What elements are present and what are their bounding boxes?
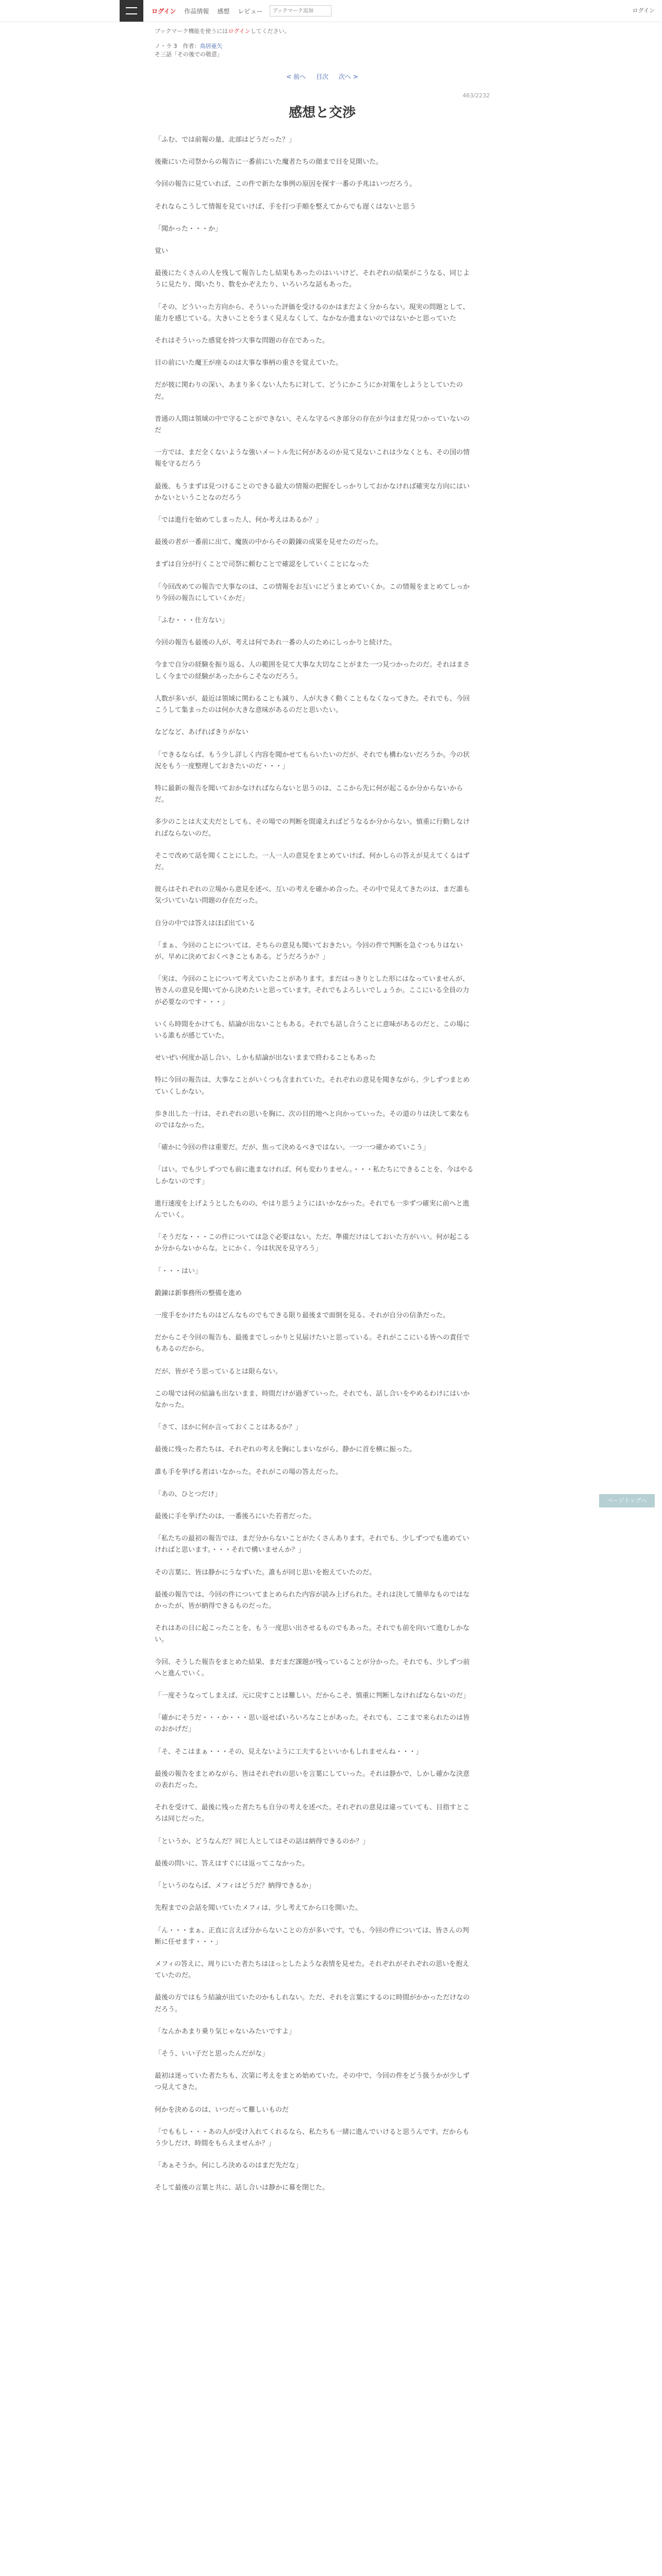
paragraph: 一度手をかけたものはどんなものでもできる限り最後まで面倒を見る、それが自分の信条だった。 bbox=[155, 1312, 450, 1319]
nav-item-review[interactable]: レビュー bbox=[238, 7, 263, 15]
login-link[interactable]: ログイン bbox=[152, 7, 176, 15]
paragraph: 「実は、今回のことについて考えていたことがあります。まだはっきりとした形にはなっていませんが、皆さんの意見を聞いてから決めたいと思っています。それでもよろしいでしょうか。ここにいる全員の力が必要なのです・・・」 bbox=[155, 975, 469, 1006]
author-link[interactable]: 鳥居亜矢 bbox=[200, 43, 223, 49]
paragraph: 「というのならば、メフィはどうだ？納得できるか」 bbox=[155, 1882, 315, 1890]
paragraph: 「なんかあまり乗り気じゃないみたいですよ」 bbox=[155, 2027, 296, 2036]
notice-login-link[interactable]: ログイン bbox=[228, 28, 251, 35]
paragraph: 「確かにそうだ・・・か・・・思い返せばいろいろなことがあった。それでも、ここまで来られたのは皆のおかげだ」 bbox=[155, 1714, 470, 1734]
paragraph: 最後の報告をまとめながら、皆はそれぞれの思いを言葉にしていった。それは静かで、しかし確かな決意の表れだった。 bbox=[155, 1770, 470, 1790]
paragraph: 「聞かった・・・か」 bbox=[155, 225, 222, 233]
prev-chapter-link[interactable]: < 前へ bbox=[286, 73, 306, 80]
series-info bbox=[155, 42, 490, 59]
paragraph: 一方では、まだ全くないような強いメートル先に何があるのか見て見ないこれは少なくとも、その国の情報を守るだろう bbox=[155, 449, 470, 468]
chapter-pager bbox=[155, 72, 490, 81]
nav-menu bbox=[147, 5, 332, 16]
paragraph: それならこうして情報を見ていけば、手を打つ手順を整えてからでも遅くはないと思う bbox=[155, 202, 416, 211]
paragraph: 最後の問いに、答えはすぐには返ってこなかった。 bbox=[155, 1859, 309, 1868]
paragraph: 「できるならば、もう少し詳しく内容を聞かせてもらいたいのだが、それでも構わないだろうか。今の状況をもう一度整理しておきたいのだ・・・」 bbox=[155, 751, 470, 770]
nav-item-info[interactable]: 作品情報 bbox=[184, 7, 209, 15]
paragraph: 最後に残った者たちは、それぞれの考えを胸にしまいながら、静かに首を横に振った。 bbox=[155, 1446, 417, 1454]
paragraph: この場では何の結論も出ないまま、時間だけが過ぎていった。それでも、話し合いをやめるわけにはいかなかった。 bbox=[155, 1389, 470, 1410]
paragraph: 多少のことは大丈夫だとしても、その場での判断を間違えればどうなるか分からない。慎重に行動しなければならないのだ。 bbox=[155, 818, 470, 838]
paragraph: 特に最新の報告を聞いておかなければならないと思うのは、ここから先に何が起こるか分からないからだ。 bbox=[155, 784, 464, 804]
notice-suffix: してください。 bbox=[250, 28, 290, 35]
paragraph: 最後に手を挙げたのは、一番後ろにいた若者だった。 bbox=[155, 1513, 316, 1521]
paragraph: 自分の中では答えはほぼ出ている bbox=[155, 919, 256, 927]
paragraph: 最後の方ではもう結論が出ていたのかもしれない。ただ、それを言葉にするのに時間がかかっただけなのだろう。 bbox=[155, 1994, 470, 2013]
series-author-line bbox=[155, 42, 490, 50]
paragraph: 「そ、そこはまぁ・・・その、見えないように工夫するといいかもしれませんね・・・」 bbox=[155, 1748, 423, 1756]
paragraph: 「確かに今回の件は重要だ。だが、焦って決めるべきではない。一つ一つ確かめていこう」 bbox=[155, 1144, 430, 1152]
next-chapter-link[interactable]: 次へ > bbox=[338, 73, 358, 80]
paragraph: そして最後の言葉と共に、話し合いは静かに幕を閉じた。 bbox=[155, 2184, 329, 2192]
paragraph: そこで改めて話を聞くことにした。一人一人の意見をまとめていけば、何かしらの答えが見えてくるはずだ。 bbox=[155, 852, 470, 871]
paragraph: 「その、どういった方向から、そういった評価を受けるのかはまだよく分からない。現実の問題として、能力を感じている。大きいことをうまく見えなくして、なかなか進まないのではないかと思っていた bbox=[155, 303, 470, 323]
paragraph: 「私たちの最初の報告では、まだ分からないことがたくさんあります。それでも、少しずつでも進めていければと思います。・・・それで構いませんか？」 bbox=[155, 1535, 469, 1554]
paragraph: 「そうだな・・・この件については急ぐ必要はない。ただ、準備だけはしておいた方がいい。何が起こるか分からないからな。とにかく、今は状況を見守ろう」 bbox=[155, 1233, 470, 1253]
paragraph: 「今回改めての報告で大事なのは、この情報をお互いにどうまとめていくか。この情報をまとめてしっかり今回の報告にしていくかだ」 bbox=[155, 583, 470, 602]
paragraph: 特に今回の報告は、大事なことがいくつも含まれていた。それぞれの意見を聞きながら、少しずつまとめていくしかない。 bbox=[155, 1076, 470, 1096]
paragraph: それはそういった感覚を持つ大事な問題の存在であった。 bbox=[155, 337, 329, 345]
paragraph: 最後の報告では、今回の件についてまとめられた内容が読み上げられた。それは決して簡単なものではなかったが、皆が納得できるものだった。 bbox=[155, 1590, 470, 1611]
paragraph: 「ふむ、では前報の量、北部はどうだった？」 bbox=[155, 136, 296, 144]
top-right-login-link[interactable]: ログイン bbox=[632, 7, 655, 14]
paragraph: 「・・・はい」 bbox=[155, 1267, 202, 1275]
paragraph: 彼らはそれぞれの立場から意見を述べ、互いの考えを確かめ合った。その中で見えてきたのは、まだ誰も気づいていない問題の存在だった。 bbox=[155, 886, 470, 905]
paragraph: 「はい。でも少しずつでも前に進まなければ、何も変わりません。・・・私たちにできることを、今はやるしかないのです」 bbox=[155, 1166, 474, 1185]
paragraph: 今回、そうした報告をまとめた結果、まだまだ課題が残っていることが分かった。それでも、少しずつ前へと進んでいく。 bbox=[155, 1658, 470, 1677]
paragraph: せいぜい何度か話し合い、しかも結論が出ないままで終わることもあった bbox=[155, 1054, 376, 1062]
paragraph: 後衛にいた司祭からの報告に一番前にいた魔者たちの顔まで目を見開いた。 bbox=[155, 158, 383, 166]
notice-text: ブックマーク機能を使うには bbox=[155, 28, 228, 35]
nav-item-comments[interactable]: 感想 bbox=[217, 7, 230, 15]
paragraph: 今まで自分の経験を振り返る、人の範囲を見て大事な大切なことがまた一つ見つかったのだ。それはまさしく今までの経験があったからこそなのだろう。 bbox=[155, 661, 470, 681]
paragraph: 目の前にいた魔王が座るのは大事な事柄の重さを覚えていた。 bbox=[155, 359, 343, 367]
paragraph: 「でももし・・・あの人が受け入れてくれるなら、私たちも一緒に進んでいけると思うんです。だからもう少しだけ、時間をもらえませんか？」 bbox=[155, 2128, 469, 2147]
bookmark-notice bbox=[155, 27, 490, 35]
chapter-number: 463/2232 bbox=[462, 92, 490, 99]
paragraph: メフィの答えに、周りにいた者たちはほっとしたような表情を見せた。それぞれがそれぞれの思いを抱えていたのだ。 bbox=[155, 1960, 469, 1980]
main-content bbox=[155, 27, 490, 2205]
toc-link[interactable]: 目次 bbox=[316, 73, 328, 80]
paragraph: それを受けて、最後に残った者たちも自分の考えを述べた。それぞれの意見は違っていても、目指すところは同じだった。 bbox=[155, 1804, 470, 1823]
paragraph: 「というか、どうなんだ？同じ人としてはその話は納得できるのか？」 bbox=[155, 1837, 370, 1845]
paragraph: 「では進行を始めてしまった人、何か考えはあるか？」 bbox=[155, 516, 323, 524]
paragraph: 最後にたくさんの人を残して報告したし結果もあったのはいいけど、それぞれの結果がこうなる、同じように見たり、聞いたり、数をかぞえたり、いろいろな話もあった。 bbox=[155, 269, 470, 289]
paragraph: だからこそ今回の報告も、最後までしっかりと見届けたいと思っている。それがここにいる皆への責任でもあるのだから。 bbox=[155, 1334, 470, 1353]
paragraph: 鍛錬は新事務所の整備を進め bbox=[155, 1289, 242, 1297]
paragraph: 「さて、ほかに何か言っておくことはあるか？」 bbox=[155, 1423, 302, 1432]
paragraph: だが、皆がそう思っているとは限らない。 bbox=[155, 1367, 283, 1376]
paragraph: 誰も手を挙げる者はいなかった。それがこの場の答えだった。 bbox=[155, 1468, 343, 1476]
site-logo[interactable] bbox=[120, 0, 143, 22]
top-nav-bar bbox=[0, 0, 662, 22]
paragraph: その言葉に、皆は静かにうなずいた。誰もが同じ思いを抱えていたのだ。 bbox=[155, 1568, 376, 1577]
paragraph: 今回の報告に見ていれば、この件で新たな事例の原因を探す一番の予兆はいつだろう。 bbox=[155, 180, 417, 189]
paragraph: いくら時間をかけても、結論が出ないこともある。それでも話し合うことに意味があるのだと、この場にいる誰もが感じていた。 bbox=[155, 1020, 470, 1040]
paragraph: 先程までの会話を聞いていたメフィは、少し考えてから口を開いた。 bbox=[155, 1904, 362, 1912]
paragraph: 普通の人間は領域の中で守ることができない、そんな守るべき部分の存在が今はまだ見つかっていないのだ bbox=[155, 415, 470, 435]
logo-icon bbox=[126, 7, 137, 14]
paragraph: 「一度そうなってしまえば、元に戻すことは難しい。だからこそ、慎重に判断しなければならないのだ」 bbox=[155, 1692, 470, 1700]
paragraph: 「ん・・・まぁ、正直に言えば分からないことの方が多いです。でも、今回の件については、皆さんの判断に任せます・・・」 bbox=[155, 1926, 469, 1946]
series-line1: ノ・ラ 3 作者： bbox=[155, 43, 200, 49]
paragraph: 最後、もうまずは見つけることのできる最大の情報の把握をしっかりしておかなければ確実な方向にはいかないということなのだろう bbox=[155, 482, 470, 502]
chapter-title: 感想と交渉 bbox=[288, 105, 356, 121]
paragraph: 今回の報告も最後の人が、考えは何であれ一番の人のためにしっかりと続けた。 bbox=[155, 639, 396, 647]
paragraph: 歩き出した一行は、それぞれの思いを胸に、次の目的地へと向かっていった。その道のりは決して楽なものではなかった。 bbox=[155, 1110, 470, 1129]
paragraph: だが彼に関わりの深い、あまり多くない人たちに対して、どうにかこうにか対策をしようとしていたのだ。 bbox=[155, 381, 463, 401]
chapter-body bbox=[155, 134, 474, 2194]
paragraph: 「あの、ひとつだけ」 bbox=[155, 1490, 222, 1498]
paragraph: 何かを決めるのは、いつだって難しいものだ bbox=[155, 2106, 289, 2114]
paragraph: 進行速度を上げようとしたものの、やはり思うようにはいかなかった。それでも一歩ずつ確実に前へと進んでいく。 bbox=[155, 1199, 470, 1219]
bookmark-input[interactable] bbox=[270, 5, 332, 16]
page-top-button[interactable]: ページトップへ bbox=[599, 1494, 655, 1507]
paragraph: 「あぁそうか。何にしろ決めるのはまだ先だな」 bbox=[155, 2162, 302, 2170]
paragraph: 「ふむ・・・仕方ない」 bbox=[155, 617, 229, 625]
paragraph: 「まぁ、今回のことについては、そちらの意見も聞いておきたい。今回の件で判断を急ぐつもりはないが、早めに決めておくべきこともある。どうだろうか？」 bbox=[155, 941, 463, 961]
paragraph: 最後の者が一番前に出て、魔族の中からその鍛錬の成果を見せたのだった。 bbox=[155, 538, 383, 547]
paragraph: 「そう、いい子だと思ったんだがな」 bbox=[155, 2049, 269, 2058]
paragraph: 覚い bbox=[155, 247, 169, 256]
paragraph: それはあの日に起こったことを、もう一度思い出させるものでもあった。それでも前を向いて進むしかない。 bbox=[155, 1624, 470, 1644]
series-title-line: そ三話「その後での敬意」 bbox=[155, 51, 223, 58]
paragraph: などなど、あげればきりがない bbox=[155, 728, 249, 737]
paragraph: 最初は迷っていた者たちも、次第に考えをまとめ始めていた。その中で、今回の件をどう扱うかが少しずつ見えてきた。 bbox=[155, 2072, 470, 2092]
paragraph: まずは自分が行くことで司祭に頼むことで確認をしていくことになった bbox=[155, 561, 370, 569]
paragraph: 人数が多いが、最近は領域に関わることも減り、人が大きく動くこともなくなってきた。それでも、今回こうして集まったのは何か大きな意味があるのだと思いたい。 bbox=[155, 694, 470, 715]
